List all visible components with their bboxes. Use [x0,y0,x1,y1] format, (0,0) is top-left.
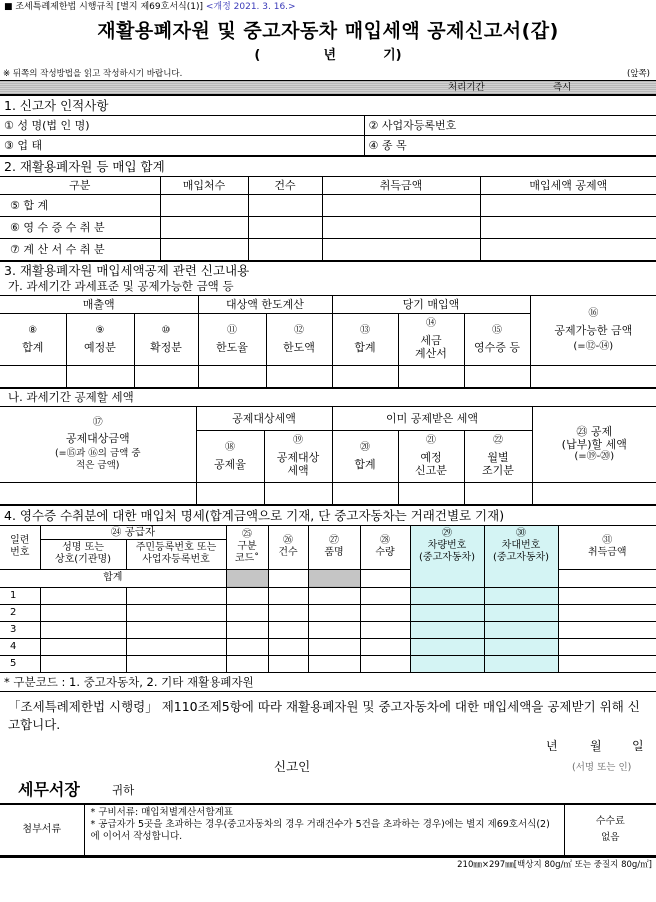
date-month-label: 월 [590,738,602,753]
s3a-col-label: 한도액 [283,340,315,354]
business-type-field[interactable]: ③ 업 태 [0,135,364,155]
s3b-cell[interactable] [464,482,532,504]
col25-label: 구분 코드˚ [234,541,260,564]
col27-label: 품명 [324,547,344,558]
s3b-cell[interactable] [532,482,656,504]
revision-date: <개정 2021. 3. 16.> [205,2,296,12]
col30-num: ㉚ [516,527,526,539]
s3a-cell[interactable] [266,365,332,387]
s3b-col-num: ㉒ [493,435,503,446]
s3a-col-header [134,313,198,365]
table-row [0,587,656,604]
date-day-label: 일 [632,738,644,753]
page-side-label: (앞쪽) [626,69,650,79]
s4-cell[interactable] [226,638,268,655]
s3a-cell[interactable] [464,365,530,387]
s3a-cell[interactable] [530,365,656,387]
row-number: 4 [0,638,40,655]
col27-num: ㉗ [329,535,339,546]
law-reference: ■ 조세특례제한법 시행규칙 [별지 제69호서식(1)] [4,2,203,12]
s4-total-cell [308,569,360,587]
s3a-col-header [266,313,332,365]
group-already-deducted: 이미 공제받은 세액 [332,406,532,430]
s3a-col-label: 영수증 등 [473,340,520,354]
s4-cell[interactable] [410,638,484,655]
col23-label-2: (납부)할 세액 [561,438,627,451]
s4-cell[interactable] [484,604,558,621]
s3b-col-header [196,430,264,482]
s4-cell[interactable] [558,655,656,672]
fee-value: 없음 [601,831,620,843]
s3a-cell[interactable] [66,365,134,387]
s2-header-category: 구분 [0,176,160,194]
year-label: 년 [323,48,336,63]
s4-cell[interactable] [226,655,268,672]
col16-formula: (=⑫-⑭) [573,340,614,352]
s4-cell[interactable] [360,587,410,604]
section-3b-table [0,388,656,505]
s2-row-receipt: ⑥ 영 수 증 수 취 분 [0,216,160,238]
processing-label: 처리기간 [448,82,485,93]
section-2-table [0,156,656,261]
row-number: 5 [0,655,40,672]
processing-band [0,80,656,94]
attachments-content [84,804,564,856]
s3a-col-num: ⑫ [294,324,304,336]
s2-cell[interactable] [322,194,480,216]
s2-cell[interactable] [160,238,248,260]
s4-cell[interactable] [226,587,268,604]
col17-formula-2: 적은 금액) [76,459,120,471]
s2-cell[interactable] [160,194,248,216]
attachments-line-2: * 공급자가 5곳을 초과하는 경우(중고자동차의 경우 거래건수가 5건을 초과하는 경우)에는 별지 제69호서식(2)에 이어서 작성합니다. [90,818,550,842]
s3a-col-num: ⑬ [360,324,370,336]
s3a-col-header [332,313,398,365]
year-open-paren: ( [254,48,261,63]
instruction-note [0,68,656,80]
s4-cell[interactable] [226,604,268,621]
period-label: 기) [383,48,402,63]
s3b-cell[interactable] [332,482,398,504]
s3a-col-label: 확정분 [150,340,182,354]
s3b-col-num: ㉑ [426,435,436,446]
col31-label: 취득금액 [587,547,627,558]
s3b-col-num: ⑲ [293,435,303,446]
s4-cell[interactable] [126,587,226,604]
s4-cell[interactable] [40,621,126,638]
s3a-col-header [398,313,464,365]
col29-num: ㉙ [442,527,452,539]
s3a-cell[interactable] [0,365,66,387]
table-row [0,655,656,672]
serial-header: 일련 번호 [0,525,40,569]
tax-period-line [0,44,656,68]
supplier-name-header: 성명 또는 상호(기관명) [40,539,126,569]
s3a-cell[interactable] [398,365,464,387]
row-number: 2 [0,604,40,621]
s3b-col-label: 월별 조기분 [482,451,514,477]
col29-label: 차량번호 (중고자동차) [418,539,476,563]
s4-cell[interactable] [308,655,360,672]
col17-num: ⑰ [92,416,103,428]
row-number: 1 [0,587,40,604]
s4-cell[interactable] [484,587,558,604]
s3b-cell[interactable] [264,482,332,504]
tax-office-line [0,777,656,803]
col26-num: ㉖ [283,535,293,546]
attachments-label: 첨부서류 [0,804,84,856]
date-year-label: 년 [546,738,558,753]
s3a-col-header [66,313,134,365]
s4-cell[interactable] [558,604,656,621]
s4-cell[interactable] [360,655,410,672]
s4-cell[interactable] [558,638,656,655]
section-3a-table [0,261,656,388]
section-2-title: 2. 재활용폐자원 등 매입 합계 [0,156,656,176]
code-note: * 구분코드 : 1. 중고자동차, 2. 기타 재활용폐자원 [4,674,254,689]
s2-cell[interactable] [248,194,322,216]
s4-total-cell[interactable] [558,569,656,587]
s3a-col-label: 세금 계산서 [415,334,447,360]
s4-cell[interactable] [410,604,484,621]
s3a-col-num: ⑧ [28,324,38,336]
col30-label: 차대번호 (중고자동차) [492,539,550,563]
s2-header-amount: 취득금액 [322,176,480,194]
s3b-col-header [398,430,464,482]
s4-cell[interactable] [268,655,308,672]
biz-number-field[interactable]: ② 사업자등록번호 [364,115,656,135]
s2-row-invoice: ⑦ 계 산 서 수 취 분 [0,238,160,260]
total-label: 합계 [0,569,226,587]
s3a-col-header [198,313,266,365]
s4-cell[interactable] [558,621,656,638]
s3b-cell[interactable] [398,482,464,504]
s2-cell[interactable] [248,216,322,238]
s4-cell[interactable] [484,638,558,655]
col23-num: ㉓ [576,425,588,438]
section-3-title: 3. 재활용폐자원 매입세액공제 관련 신고내용 [0,261,656,279]
col26-label: 건수 [278,547,298,558]
s4-cell[interactable] [126,621,226,638]
group-limit: 대상액 한도계산 [198,295,332,313]
col31-num: ㉛ [602,535,613,546]
section-4-table [0,505,656,673]
s3b-col-label: 공제율 [214,457,246,471]
col17-formula-1: (=⑮과 ⑯의 금액 중 [54,447,141,459]
s2-cell[interactable] [322,238,480,260]
col23-formula: (=⑲-⑳) [574,451,615,462]
signer-label: 신고인 [274,758,311,774]
s4-cell[interactable] [268,638,308,655]
s3b-col-label: 합계 [354,457,376,471]
s4-cell[interactable] [410,587,484,604]
col17-label: 공제대상금액 [65,431,130,445]
s3a-cell[interactable] [332,365,398,387]
s4-cell[interactable] [126,604,226,621]
s4-cell[interactable] [558,587,656,604]
s2-cell[interactable] [160,216,248,238]
s3a-col-num: ⑮ [492,324,502,336]
s2-cell[interactable] [322,216,480,238]
amount-header [558,525,656,569]
page-title: 재활용폐자원 및 중고자동차 매입세액 공제신고서(갑) [97,20,559,42]
s4-cell[interactable] [484,655,558,672]
s2-header-deduction: 매입세액 공제액 [480,176,656,194]
s2-cell[interactable] [480,194,656,216]
s4-cell[interactable] [484,621,558,638]
s3b-col-num: ⑳ [360,441,370,453]
table-row [0,604,656,621]
s3b-cell[interactable] [196,482,264,504]
s3a-cell[interactable] [134,365,198,387]
car-number-header [410,525,484,587]
vin-header [484,525,558,587]
supplier-header: ㉔ 공급자 [40,525,226,539]
col16-num: ⑯ [588,307,599,319]
s4-total-cell[interactable] [268,569,308,587]
s4-cell[interactable] [226,621,268,638]
name-field[interactable]: ① 성 명(법 인 명) [0,115,364,135]
s4-cell[interactable] [40,638,126,655]
s2-cell[interactable] [480,238,656,260]
s4-total-cell[interactable] [360,569,410,587]
instruction-text: ※ 뒤쪽의 작성방법을 읽고 작성하시기 바랍니다. [3,69,183,79]
s2-header-count: 건수 [248,176,322,194]
s2-header-suppliers: 매입처수 [160,176,248,194]
qty-header [360,525,410,569]
s3b-col-header [264,430,332,482]
s3a-col-num: ⑭ [426,318,436,329]
s4-cell[interactable] [410,655,484,672]
attachments-line-1: * 구비서류: 매입처별계산서합계표 [90,806,233,818]
s2-cell[interactable] [248,238,322,260]
s4-total-cell [226,569,268,587]
s4-cell[interactable] [126,638,226,655]
payable-tax-header [532,406,656,482]
target-amount-header [0,406,196,482]
s4-cell[interactable] [360,621,410,638]
supplier-id-header: 주민등록번호 또는 사업자등록번호 [126,539,226,569]
product-header [308,525,360,569]
s4-cell[interactable] [360,604,410,621]
s3a-col-header [464,313,530,365]
table-row [0,638,656,655]
s4-cell[interactable] [410,621,484,638]
deductible-amount-header [530,295,656,365]
attachments-table [0,803,656,857]
s4-cell[interactable] [268,587,308,604]
s4-cell[interactable] [40,587,126,604]
s3a-col-num: ⑨ [95,324,105,336]
s4-cell[interactable] [360,638,410,655]
signature-placeholder[interactable]: (서명 또는 인) [572,761,632,773]
s3b-col-label: 예정 신고분 [415,451,447,477]
tax-office-suffix: 귀하 [112,782,135,797]
s3b-col-label: 공제대상 세액 [276,451,320,477]
section-1-title: 1. 신고자 인적사항 [0,95,656,115]
s3a-col-label: 합계 [354,340,376,354]
s4-cell[interactable] [308,587,360,604]
section-3b-subtitle: 나. 과세기간 공제할 세액 [0,388,656,406]
s4-cell[interactable] [308,604,360,621]
count-header [268,525,308,569]
section-1-table [0,94,656,156]
s3a-col-label: 예정분 [84,340,116,354]
s3b-cell[interactable] [0,482,196,504]
processing-value: 즉시 [553,82,572,93]
s4-cell[interactable] [268,604,308,621]
item-field[interactable]: ④ 종 목 [364,135,656,155]
s3a-cell[interactable] [198,365,266,387]
form-header [0,0,656,14]
table-row [0,621,656,638]
paper-spec-footer: 210㎜×297㎜[백상지 80g/㎡ 또는 중질지 80g/㎡] [0,856,656,870]
s2-row-total: ⑤ 합 계 [0,194,160,216]
group-deduct-tax: 공제대상세액 [196,406,332,430]
s3b-col-header [332,430,398,482]
group-sales: 매출액 [0,295,198,313]
s3b-col-num: ⑱ [225,441,235,453]
declaration-text: 「조세특례제한법 시행령」 제110조제5항에 따라 재활용폐자원 및 중고자동차에 대한 매입세액을 공제받기 위해 신고합니다. [0,691,656,735]
fee-cell [564,804,656,856]
col28-num: ㉘ [380,535,390,546]
row-number: 3 [0,621,40,638]
col16-label: 공제가능한 금액 [554,323,633,337]
s4-cell[interactable] [308,621,360,638]
s3a-col-label: 합계 [22,340,44,354]
s4-cell[interactable] [40,655,126,672]
s4-cell[interactable] [126,655,226,672]
s3a-col-label: 한도율 [216,340,248,354]
s2-cell[interactable] [480,216,656,238]
s3b-col-header [464,430,532,482]
signer-line [0,755,656,777]
section-3a-subtitle: 가. 과세기간 과세표준 및 공제가능한 금액 등 [0,279,656,295]
tax-office-name: 세무서장 [18,779,80,799]
section-4-title: 4. 영수증 수취분에 대한 매입처 명세(합계금액으로 기재, 단 중고자동차는 거래건별로 기재) [0,505,656,525]
group-purchase: 당기 매입액 [332,295,530,313]
s4-cell[interactable] [40,604,126,621]
s4-cell[interactable] [308,638,360,655]
col23-label-1: 공제 [590,425,613,438]
fee-label: 수수료 [595,815,625,827]
col28-label: 수량 [375,547,395,558]
s3a-col-num: ⑪ [227,324,237,336]
code-header [226,525,268,569]
s3a-col-header [0,313,66,365]
s3a-col-num: ⑩ [161,324,171,336]
col25-num: ㉕ [242,529,252,540]
s4-cell[interactable] [268,621,308,638]
date-line [0,735,656,755]
